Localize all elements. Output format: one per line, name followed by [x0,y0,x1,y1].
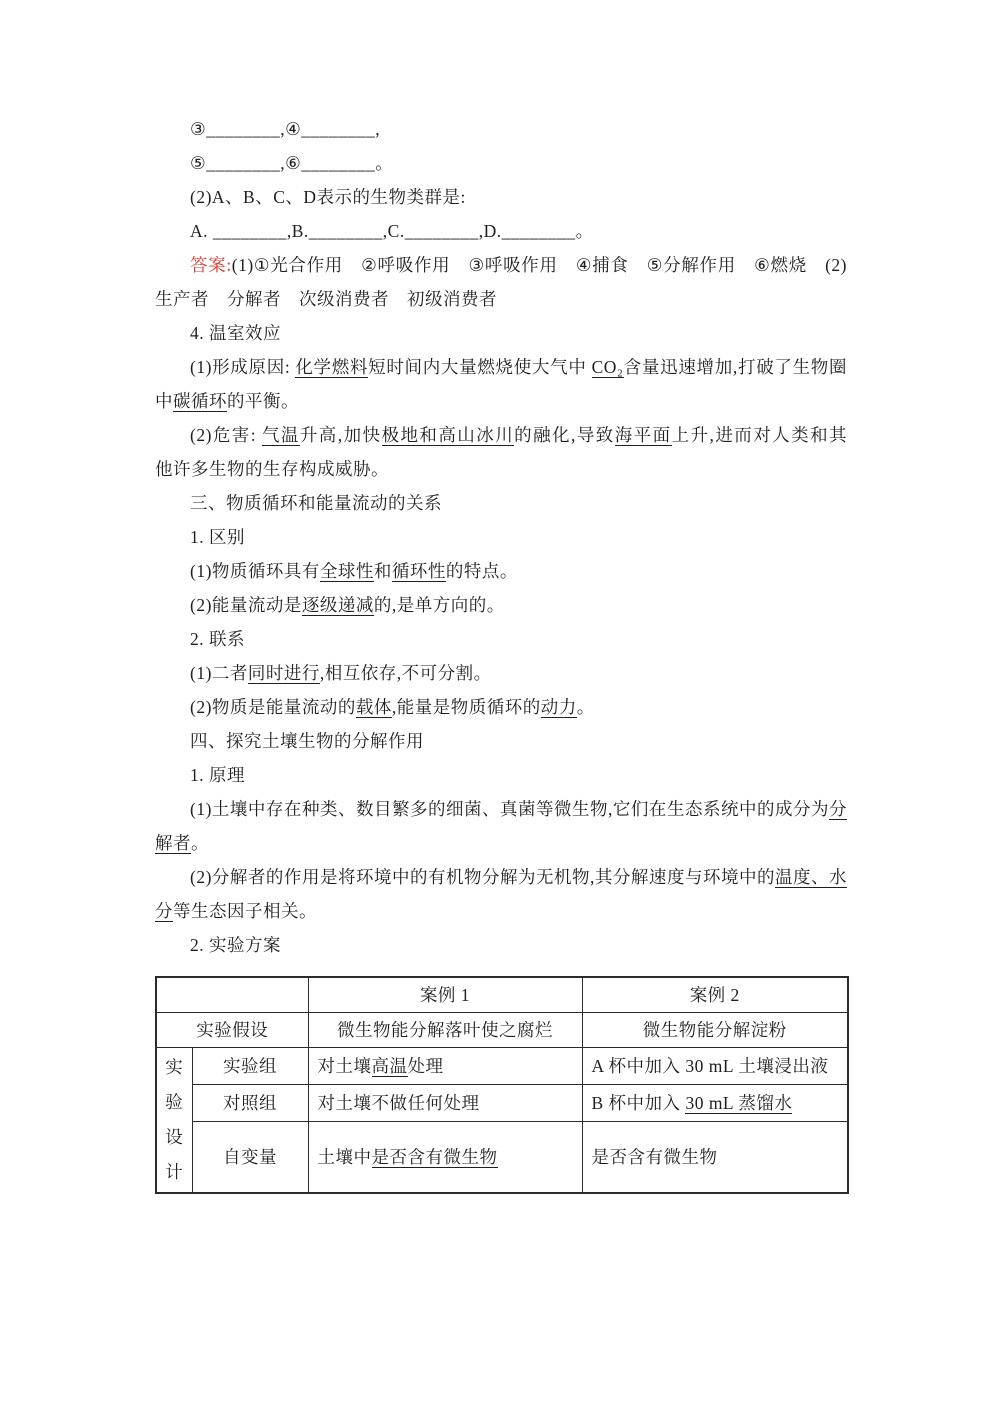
text-line [155,928,847,962]
text-line [155,588,847,622]
text-line [155,758,847,792]
text-line [155,690,847,724]
text-line [155,146,847,180]
case2-control [582,1084,848,1121]
text-line [155,282,847,316]
underlined-text: 动力 [540,697,577,717]
text-segment: (1)二者 [190,663,248,683]
table-row [156,1122,848,1193]
text-segment: 对土壤 [317,1055,372,1076]
underlined-text: 30 mL 蒸馏水 [685,1093,793,1114]
text-segment: A. ________,B.________,C.________,D.________。 [190,221,594,241]
text-line [155,724,847,758]
table-row [156,977,848,1012]
vertical-label-char: 验 [165,1091,184,1112]
case2-hypothesis [582,1012,848,1047]
text-line [155,384,847,418]
underlined-text: 逐级递减 [301,595,374,615]
answer-label: 答案: [190,255,232,275]
underlined-text: CO₂ [591,357,624,377]
text-segment: 2. 实验方案 [190,935,281,955]
text-line [155,350,847,384]
variable-label [192,1122,308,1193]
text-line [155,656,847,690]
text-segment: 案例 1 [419,984,471,1005]
text-line [155,486,847,520]
text-segment: 三、物质循环和能量流动的关系 [190,493,442,513]
case2-variable [582,1122,848,1193]
text-segment: 的,是单方向的。 [373,595,505,615]
underlined-text: 分 [829,799,847,819]
text-line [155,248,847,282]
hypothesis-label [156,1012,308,1047]
vertical-label-char: 设 [165,1126,184,1147]
underlined-text: 碳循环 [173,391,227,411]
text-line [155,894,847,928]
text-segment: 升高,加快 [299,425,382,445]
text-line [155,180,847,214]
text-segment: 他许多生物的生存构成威胁。 [155,459,389,479]
text-segment: (1)土壤中存在种类、数目繁多的细菌、真菌等微生物,它们在生态系统中的成分为 [190,799,829,819]
case2-header [582,977,848,1012]
text-segment: ⑤________,⑥________。 [190,153,394,173]
text-segment: 土壤中 [317,1146,372,1167]
underlined-text: 化学燃料 [295,357,369,377]
table-row [156,1047,848,1084]
text-segment: (1)形成原因: [190,357,296,377]
corner-cell [156,977,308,1012]
text-segment: 2. 联系 [190,629,245,649]
text-line [155,112,847,146]
text-segment: 。 [576,697,595,717]
underlined-text: 全球性 [319,561,374,581]
text-line [155,520,847,554]
text-segment: 生产者 分解者 次级消费者 初级消费者 [155,289,497,309]
text-segment: 和 [373,561,392,581]
vertical-label-char: 实 [165,1056,184,1077]
text-line [155,826,847,860]
text-segment: (2)A、B、C、D表示的生物类群是: [190,187,466,207]
text-segment: 对照组 [223,1093,277,1114]
text-segment: 等生态因子相关。 [173,901,317,921]
case1-control [308,1084,582,1121]
underlined-text: 高温 [371,1055,408,1076]
underlined-text: 分 [155,901,173,921]
text-line [155,792,847,826]
text-line [155,418,847,452]
text-segment: 实验假设 [196,1019,269,1040]
vertical-label-char: 计 [165,1161,184,1182]
text-segment: (1)①光合作用 ②呼吸作用 ③呼吸作用 ④捕食 ⑤分解作用 ⑥燃烧 (2) [231,255,847,275]
text-segment: 上升,进而对人类和其 [671,425,848,445]
table-row [156,1084,848,1121]
text-segment: ③________,④________, [190,119,381,139]
text-segment: 的融化,导致 [514,425,615,445]
document-body [155,112,847,962]
text-segment: 案例 2 [689,984,740,1005]
text-segment: (1)物质循环具有 [190,561,320,581]
table-row [156,1012,848,1047]
control-group-label [192,1084,308,1121]
text-segment: 1. 原理 [190,765,245,785]
text-segment: 的平衡。 [227,391,299,411]
text-segment: (2)分解者的作用是将环境中的有机物分解为无机物,其分解速度与环境中的 [190,867,775,887]
text-segment: B 杯中加入 [591,1093,686,1114]
underlined-text: 气温 [261,425,300,445]
text-segment: 中 [155,391,173,411]
case1-header [308,977,582,1012]
text-segment: 对土壤不做任何处理 [317,1093,480,1114]
text-line [155,860,847,894]
underlined-text: 循环性 [391,561,446,581]
text-segment: 短时间内大量燃烧使大气中 [368,357,592,377]
underlined-text: 温度、水 [774,867,848,887]
experimental-group-label [192,1047,308,1084]
case1-hypothesis [308,1012,582,1047]
text-line [155,316,847,350]
text-segment: 4. 温室效应 [190,323,281,343]
text-segment: 。 [191,833,209,853]
underlined-text: 极地和高山冰川 [381,425,515,445]
text-line [155,452,847,486]
text-line [155,622,847,656]
text-segment: 微生物能分解落叶使之腐烂 [337,1019,553,1040]
document-content [155,112,847,1194]
text-segment: 四、探究土壤生物的分解作用 [190,731,424,751]
text-segment: 处理 [407,1055,444,1076]
underlined-text: 同时进行 [247,663,320,683]
underlined-text: 是否含有微生物 [371,1146,498,1167]
underlined-text: 解者 [155,833,191,853]
text-segment: ,相互依存,不可分割。 [319,663,492,683]
text-segment: 实验组 [223,1055,277,1076]
text-segment: 的特点。 [445,561,518,581]
text-segment: 含量迅速增加,打破了生物圈 [623,357,847,377]
text-line [155,214,847,248]
text-segment: (2)能量流动是 [190,595,302,615]
experiment-table-body [156,977,848,1193]
text-segment: 微生物能分解淀粉 [642,1019,787,1040]
text-segment: ,能量是物质循环的 [391,697,541,717]
case1-experimental [308,1047,582,1084]
underlined-text: 海平面 [614,425,672,445]
text-segment: 自变量 [223,1146,277,1167]
experiment-table [155,976,849,1194]
text-segment: 1. 区别 [190,527,245,547]
design-label [156,1047,192,1193]
text-segment: A 杯中加入 30 mL 土壤浸出液 [591,1055,829,1076]
text-line [155,554,847,588]
underlined-text: 载体 [355,697,392,717]
text-segment: (2)危害: [190,425,262,445]
case2-experimental [582,1047,848,1084]
text-segment: (2)物质是能量流动的 [190,697,356,717]
case1-variable [308,1122,582,1193]
text-segment: 是否含有微生物 [591,1146,718,1167]
